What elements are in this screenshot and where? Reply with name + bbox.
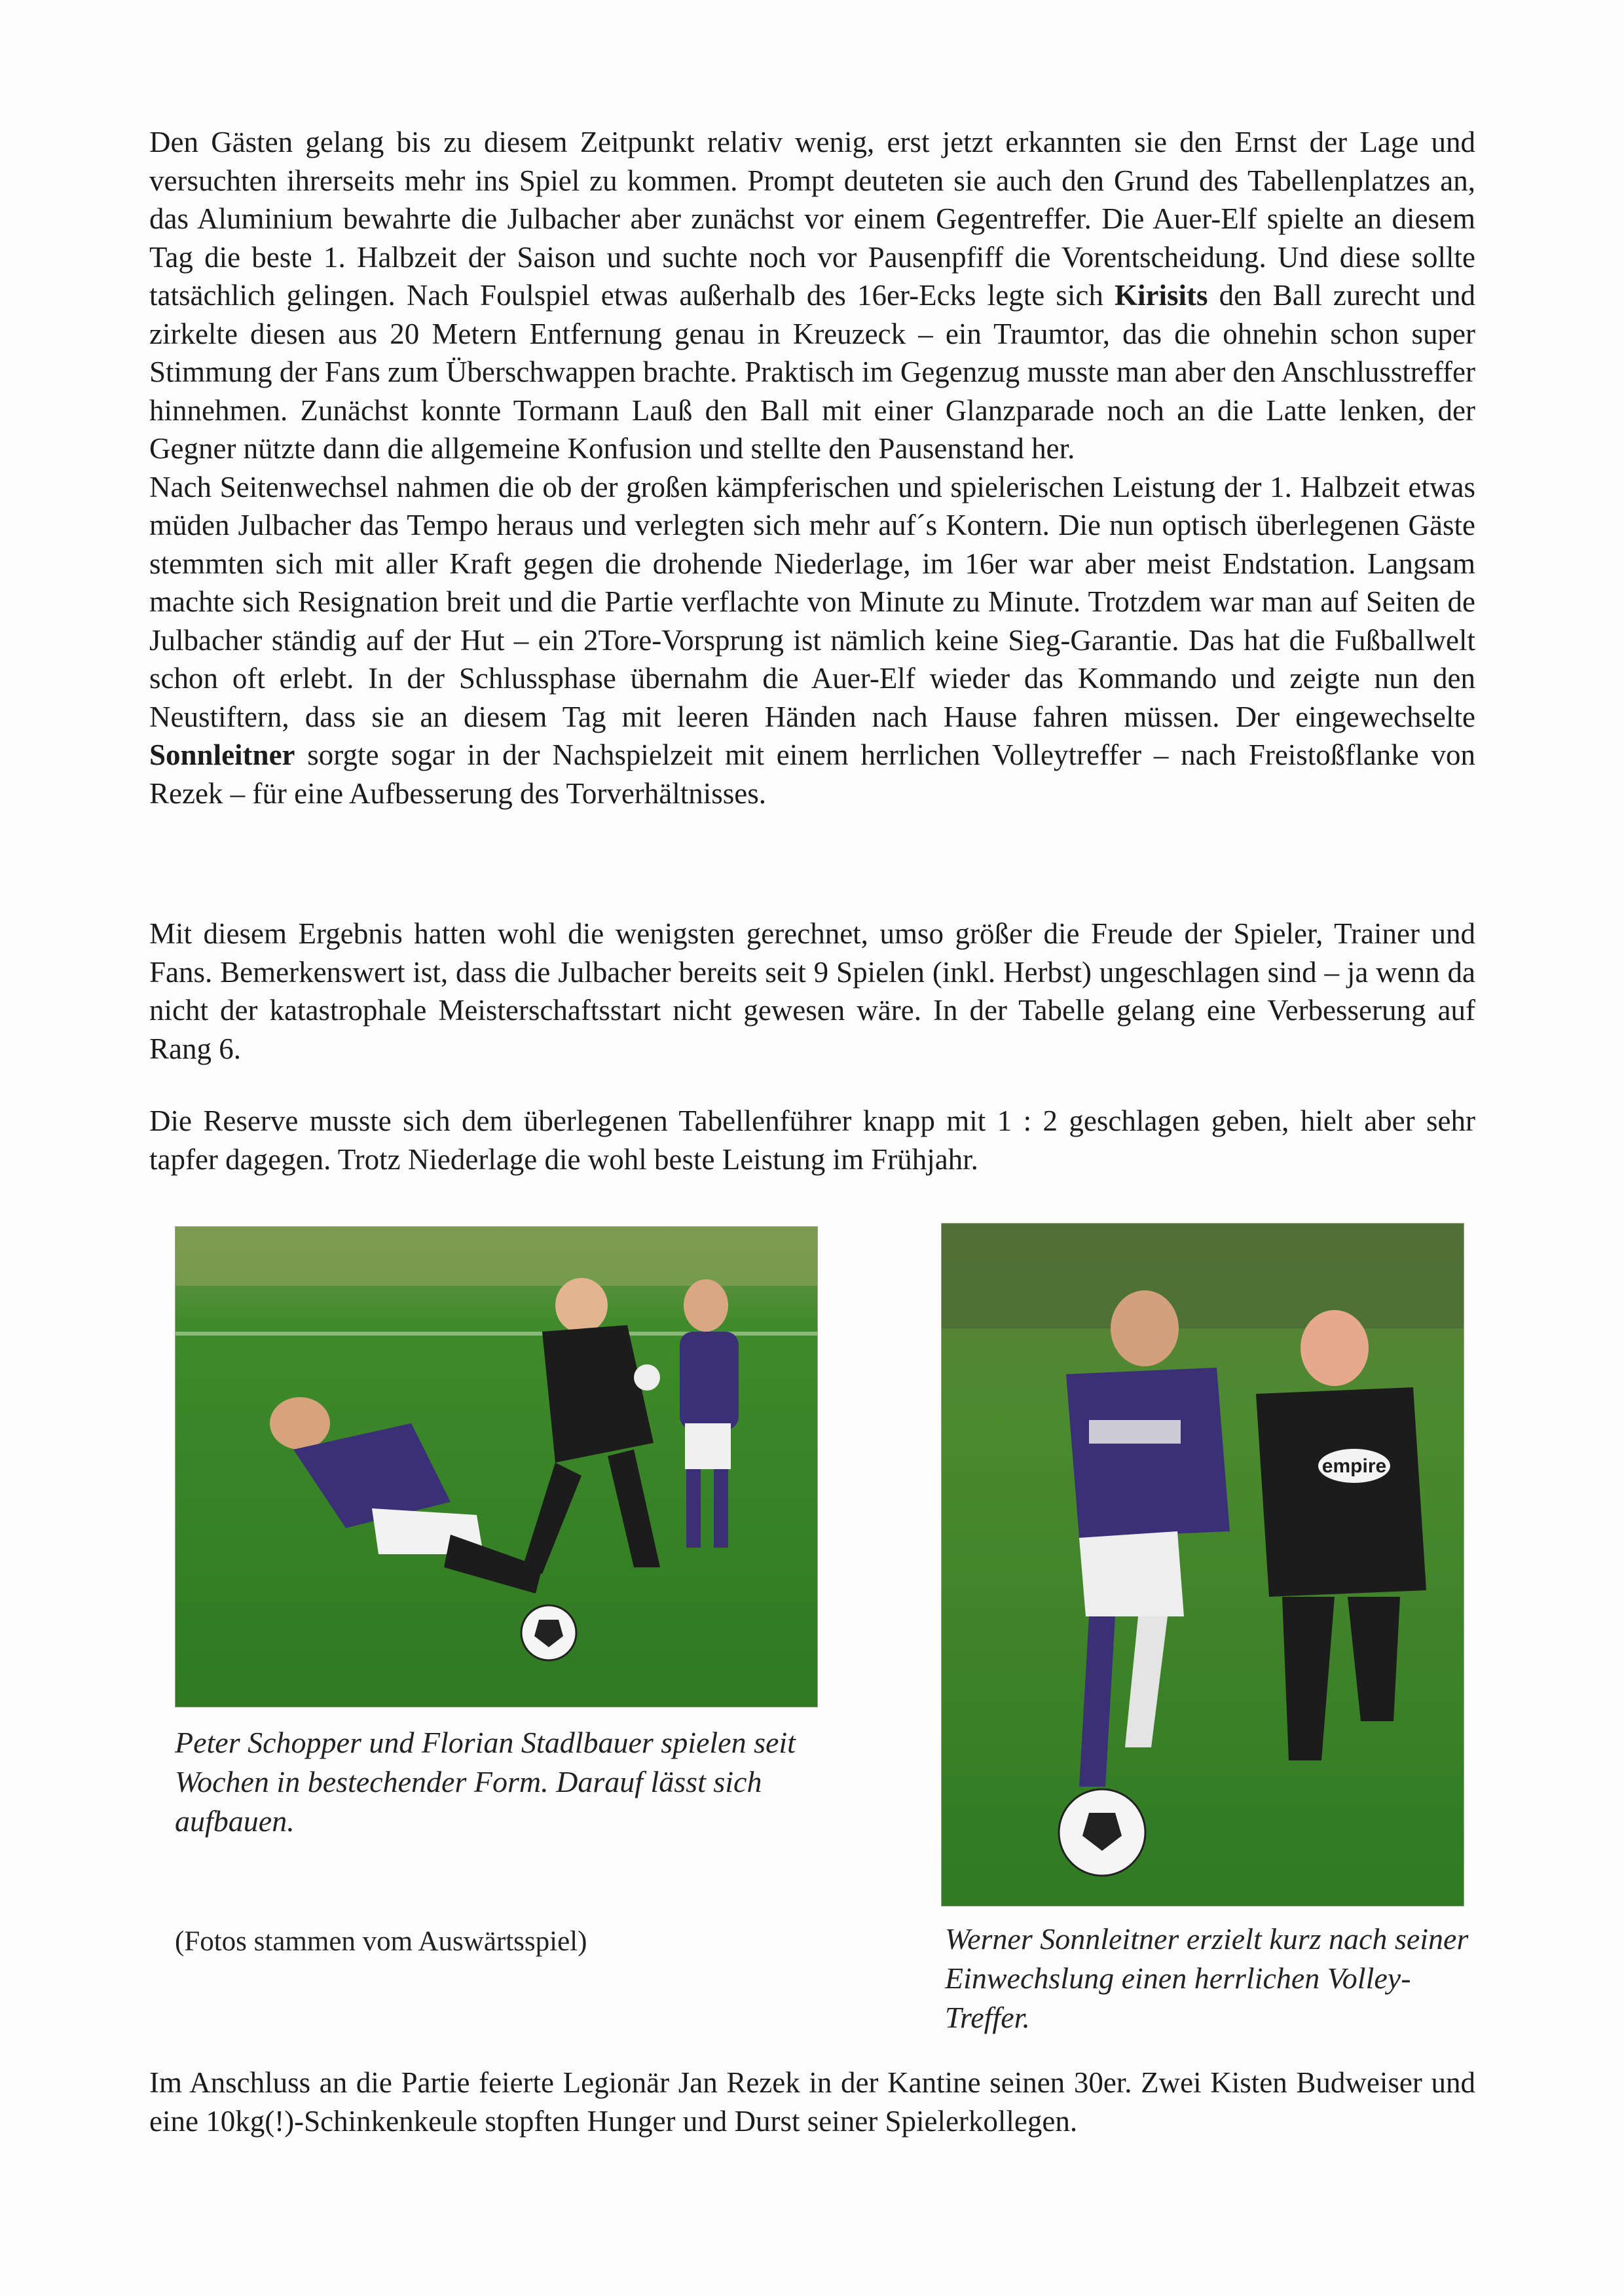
caption-tackle: Peter Schopper und Florian Stadlbauer spielen seit Wochen in bestechender Form. Darauf lässt sich aufbauen.	[175, 1726, 796, 1838]
player-name-sonnleitner: Sonnleitner	[149, 738, 295, 771]
photo-volley	[941, 1223, 1464, 1906]
player-name-kirisits: Kirisits	[1114, 279, 1208, 312]
article-body-top	[149, 123, 1475, 812]
paragraph-first-half: Den Gästen gelang bis zu diesem Zeitpunkt relativ wenig, erst jetzt erkannten sie den Ernst der Lage und versuchten ihrerseits mehr ins Spiel zu kommen. Prompt deuteten sie auch den Grund des Tabellenplatzes an, das Aluminium bewahrte die Julbacher aber zunächst vor einem Gegentreffer. Die Auer-Elf spielte an diesem Tag die beste 1. Halbzeit der Saison und suchte noch vor Pausenpfiff die Vorentscheidung. Und diese sollte tatsächlich gelingen. Nach Foulspiel etwas außerhalb des 16er-Ecks legte sich Kirisits den Ball zurecht und zirkelte diesen aus 20 Metern Entfernung genau in Kreuzeck – ein Traumtor, das die ohnehin schon super Stimmung der Fans zum Überschwappen brachte. Praktisch im Gegenzug musste man aber den Anschlusstreffer hinnehmen. Zunächst konnte Tormann Lauß den Ball mit einer Glanzparade noch an die Latte lenken, der Gegner nützte dann die allgemeine Konfusion und stellte den Pausenstand her.	[149, 126, 1475, 465]
paragraph-reserve: Die Reserve musste sich dem überlegenen Tabellenführer knapp mit 1 : 2 geschlagen geben, hielt aber sehr tapfer dagegen. Trotz Niederlage die wohl beste Leistung im Frühjahr.	[149, 1104, 1475, 1176]
paragraph-birthday: Im Anschluss an die Partie feierte Legionär Jan Rezek in der Kantine seinen 30er. Zwei Kisten Budweiser und eine 10kg(!)-Schinkenkeule stopften Hunger und Durst seiner Spielerkollegen.	[149, 2066, 1475, 2138]
photo-credit: (Fotos stammen vom Auswärtsspiel)	[175, 1926, 587, 1957]
paragraph-second-half: Nach Seitenwechsel nahmen die ob der großen kämpferischen und spielerischen Leistung der 1. Halbzeit etwas müden Julbacher das Tempo heraus und verlegten sich mehr auf´s Kontern. Die nun optisch überlegenen Gäste stemmten sich mit aller Kraft gegen die drohende Niederlage, im 16er war aber meist Endstation. Langsam machte sich Resignation breit und die Partie verflachte von Minute zu Minute. Trotzdem war man auf Seiten de Julbacher ständig auf der Hut – ein 2Tore-Vorsprung ist nämlich keine Sieg-Garantie. Das hat die Fußballwelt schon oft erlebt. In der Schlussphase übernahm die Auer-Elf wieder das Kommando und zeigte nun den Neustiftern, dass sie an diesem Tag mit leeren Händen nach Hause fahren müssen. Der eingewechselte Sonnleitner sorgte sogar in der Nachspielzeit mit einem herrlichen Volleytreffer – nach Freistoßflanke von Rezek – für eine Aufbesserung des Torverhältnisses.	[149, 470, 1475, 810]
caption-volley: Werner Sonnleitner erzielt kurz nach seiner Einwechslung einen herrlichen Volley-Treffer.	[945, 1922, 1469, 2034]
photo-tackle	[175, 1226, 818, 1707]
photo-tackle-image	[175, 1227, 817, 1707]
empire-logo-text: empire	[1321, 1455, 1387, 1477]
paragraph-result: Mit diesem Ergebnis hatten wohl die wenigsten gerechnet, umso größer die Freude der Spieler, Trainer und Fans. Bemerkenswert ist, dass die Julbacher bereits seit 9 Spielen (inkl. Herbst) ungeschlagen sind – ja wenn da nicht der katastrophale Meisterschaftsstart nicht gewesen wäre. In der Tabelle gelang eine Verbesserung auf Rang 6.	[149, 917, 1475, 1065]
photo-volley-image	[942, 1224, 1464, 1906]
